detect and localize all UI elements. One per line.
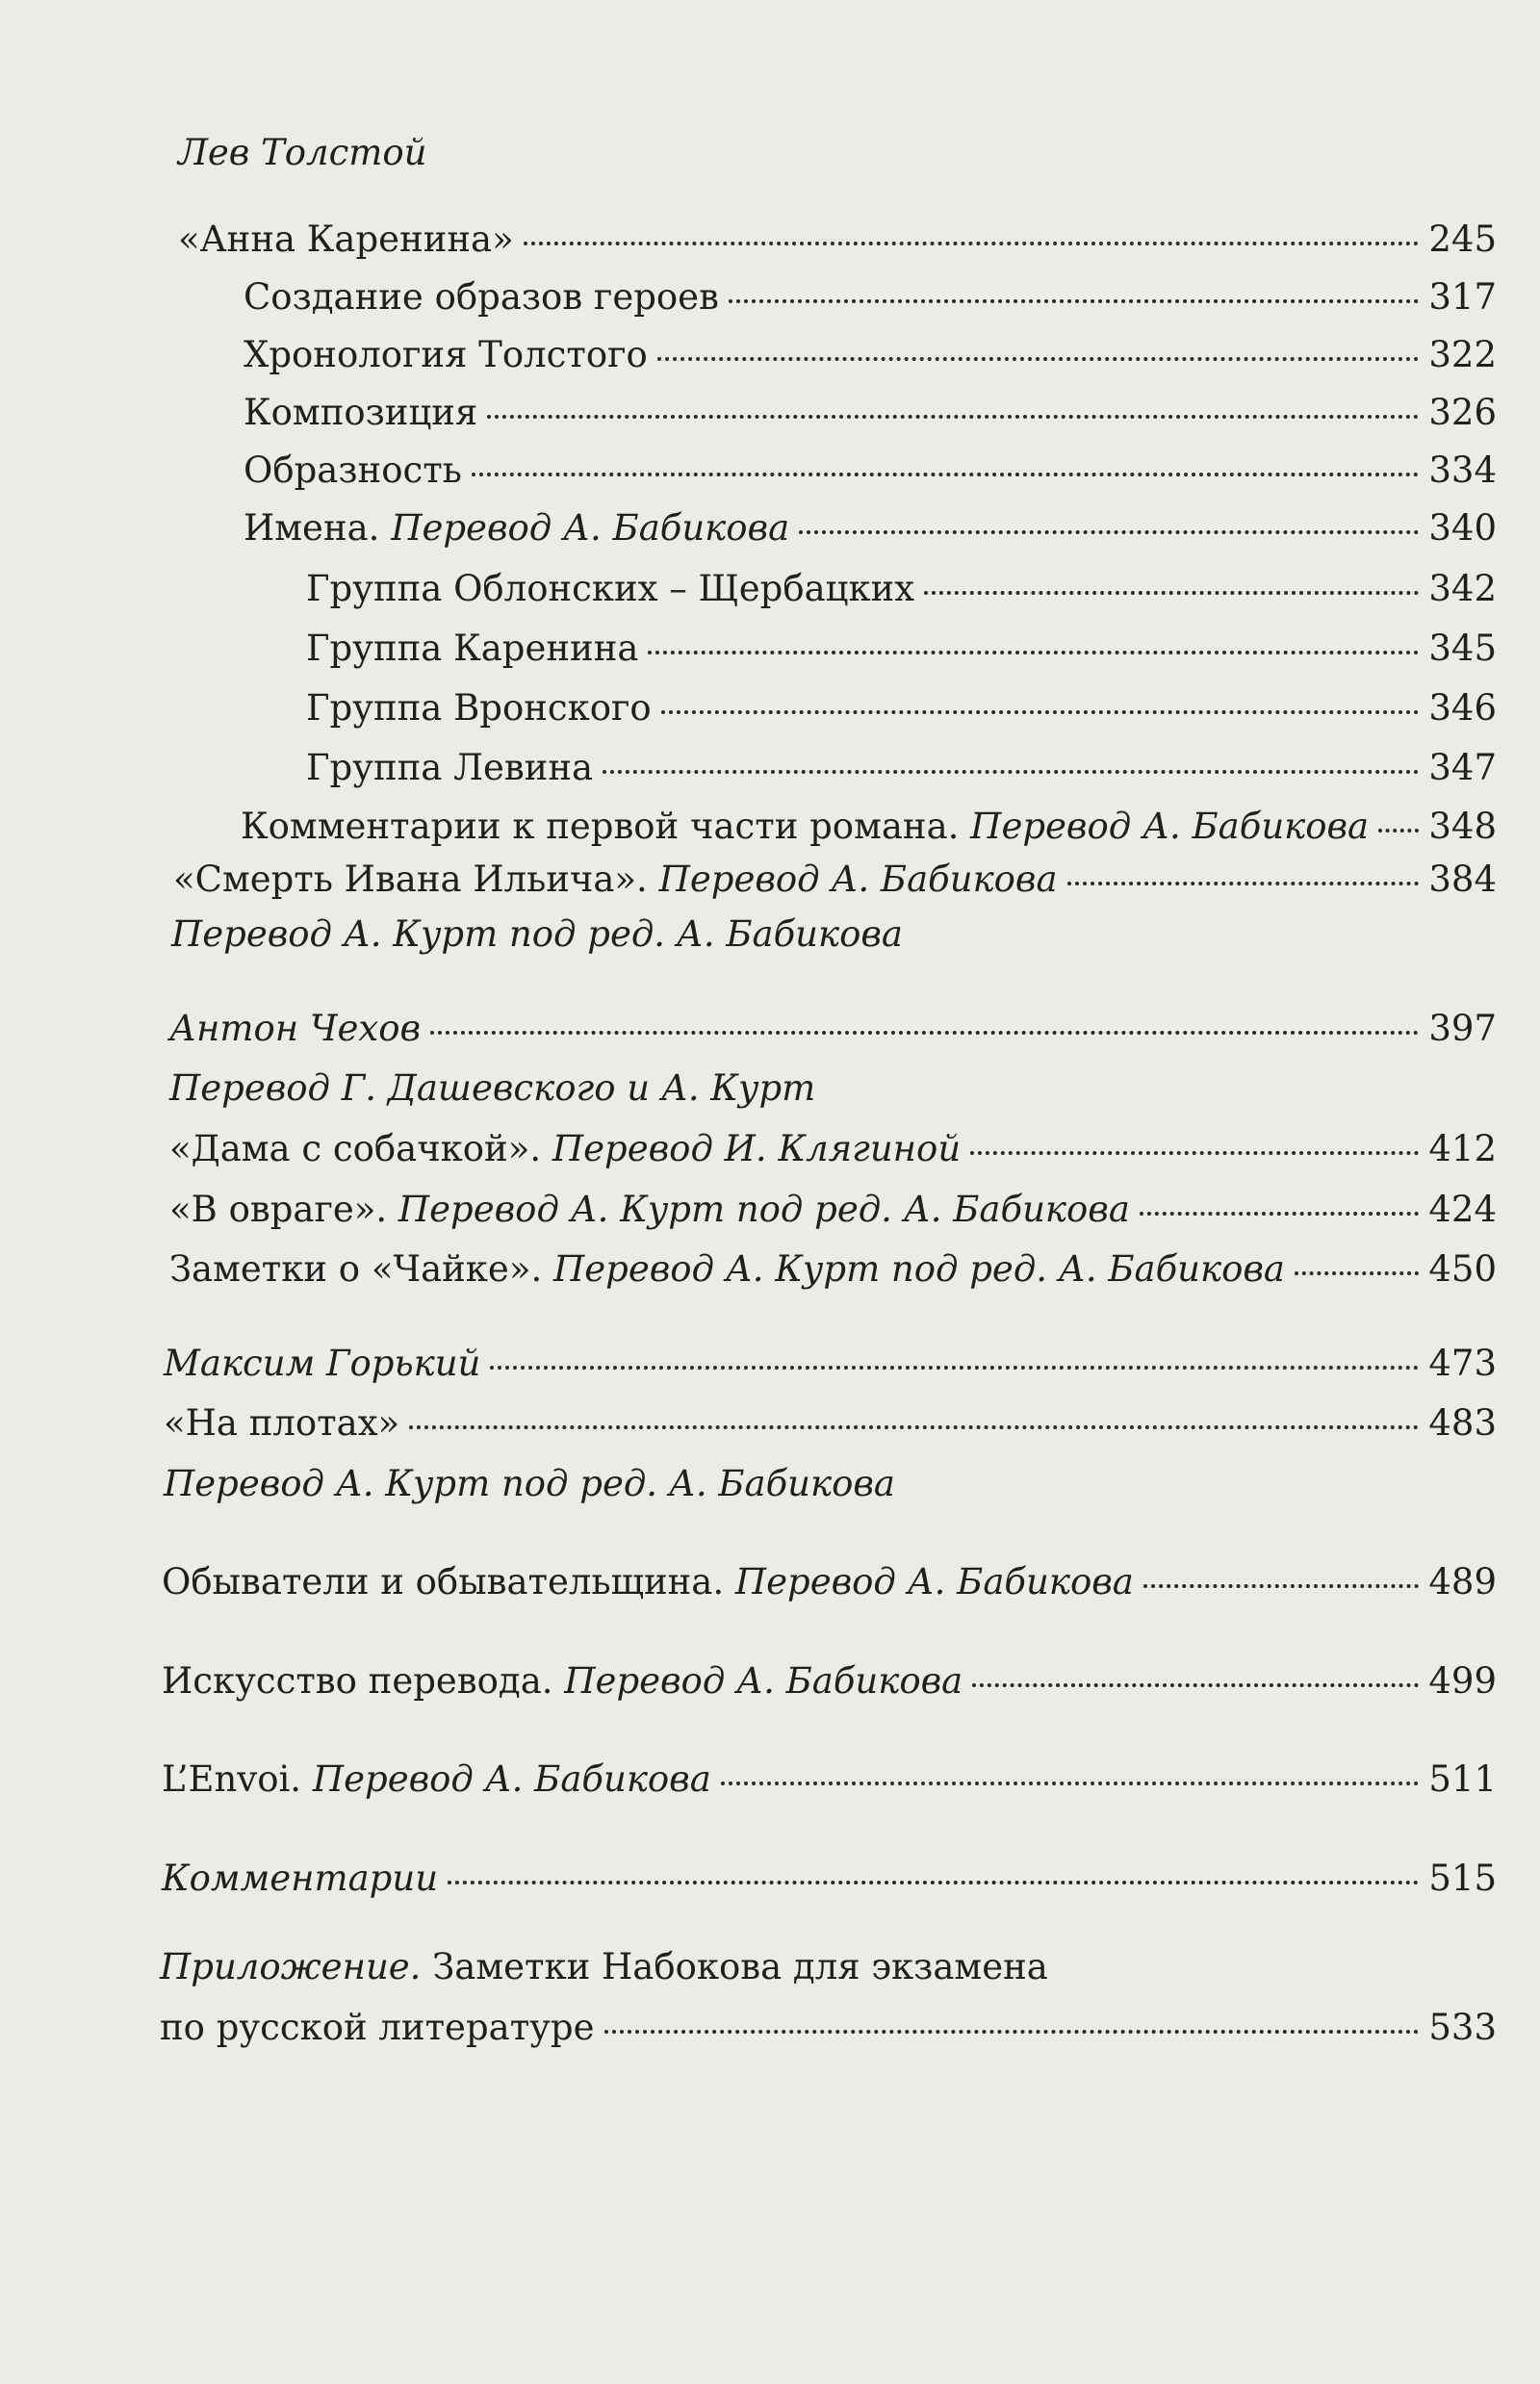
toc-entry-seagull[interactable] [169, 1248, 1497, 1290]
toc-entry-art[interactable] [162, 1660, 1497, 1702]
translator-credit: Перевод А. Курт под ред. А. Бабикова [552, 1248, 1285, 1290]
toc-entry-characters[interactable] [244, 276, 1497, 318]
entry-title [162, 1660, 963, 1702]
dot-leader [648, 651, 1419, 654]
toc-entry-imagery[interactable] [244, 449, 1497, 491]
translator-credit: Перевод А. Курт под ред. А. Бабикова [398, 1189, 1130, 1230]
toc-entry-lady[interactable] [169, 1128, 1497, 1169]
dot-leader [729, 299, 1419, 303]
entry-title: Группа Облонских – Щербацких [306, 568, 915, 609]
entry-title: «На плотах» [164, 1402, 400, 1444]
page-number: 334 [1428, 449, 1497, 491]
page-number: 345 [1428, 628, 1497, 669]
dot-leader [657, 357, 1420, 361]
toc-entry-gorky[interactable] [164, 1343, 1497, 1384]
page-number: 424 [1428, 1189, 1497, 1230]
page-number: 450 [1428, 1248, 1497, 1290]
entry-title-text: «В овраге». [169, 1189, 388, 1230]
dot-leader [490, 1366, 1419, 1370]
page-number: 326 [1428, 392, 1497, 433]
entry-title: Группа Каренина [306, 628, 639, 669]
toc-entry-chekhov[interactable] [169, 1008, 1497, 1049]
dot-leader [970, 1151, 1419, 1155]
translation-note: Перевод Г. Дашевского и А. Курт [169, 1067, 816, 1109]
entry-title-text: Заметки о «Чайке». [169, 1248, 543, 1290]
page-number: 348 [1428, 806, 1497, 847]
toc-entry-comments[interactable] [241, 806, 1497, 847]
dot-leader [603, 770, 1419, 774]
dot-leader [524, 242, 1420, 245]
author-tolstoy: Лев Толстой [178, 132, 427, 173]
dot-leader [472, 473, 1420, 476]
entry-title [169, 1248, 1285, 1290]
page-number: 384 [1428, 859, 1497, 900]
translator-credit: Перевод А. Бабикова [658, 859, 1058, 900]
toc-entry-chronology[interactable] [244, 334, 1497, 375]
toc-entry-oblonsky[interactable] [306, 568, 1497, 609]
page-number: 340 [1428, 507, 1497, 549]
entry-title [162, 1758, 711, 1800]
dot-leader [604, 2030, 1420, 2034]
author-chekhov: Антон Чехов [169, 1008, 422, 1049]
toc-entry-vronsky[interactable] [306, 687, 1497, 729]
dot-leader [721, 1782, 1420, 1785]
dot-leader [1295, 1271, 1419, 1275]
entry-title-text: Обыватели и обывательщина. [162, 1561, 725, 1602]
entry-title: «Анна Каренина» [178, 218, 514, 260]
entry-title-text: «Дама с собачкой». [169, 1128, 542, 1169]
toc-entry-levin[interactable] [306, 747, 1497, 788]
dot-leader [487, 415, 1419, 419]
page-number: 322 [1428, 334, 1497, 375]
page-number: 533 [1428, 2007, 1497, 2048]
dot-leader [924, 591, 1419, 595]
appendix-heading [160, 1946, 1048, 1987]
entry-title [244, 507, 790, 549]
entry-title-text: «Смерть Ивана Ильича». [173, 859, 648, 900]
dot-leader [1378, 829, 1419, 833]
entry-title-text: Комментарии к первой части романа. [241, 806, 960, 847]
entry-title: Хронология Толстого [244, 334, 648, 375]
toc-entry-rafts[interactable] [164, 1402, 1497, 1444]
translation-note: Перевод А. Курт под ред. А. Бабикова [171, 913, 903, 955]
page-number: 412 [1428, 1128, 1497, 1169]
translation-note: Перевод А. Курт под ред. А. Бабикова [164, 1463, 895, 1504]
appendix-title-line1: Заметки Набокова для экзамена [432, 1946, 1048, 1987]
page-number: 317 [1428, 276, 1497, 318]
page-number: 515 [1428, 1858, 1497, 1899]
toc-entry-ravine[interactable] [169, 1189, 1497, 1230]
toc-entry-philistines[interactable] [162, 1561, 1497, 1602]
entry-title: Группа Вронского [306, 687, 652, 729]
page-number: 473 [1428, 1343, 1497, 1384]
toc-entry-names[interactable] [244, 507, 1497, 549]
page-number: 499 [1428, 1660, 1497, 1702]
entry-title: Композиция [244, 392, 478, 433]
page-number: 397 [1428, 1008, 1497, 1049]
entry-title [241, 806, 1370, 847]
page-number: 511 [1428, 1758, 1497, 1800]
entry-title: Образность [244, 449, 462, 491]
toc-entry-envoi[interactable] [162, 1758, 1497, 1800]
entry-title [173, 859, 1058, 900]
page-number: 245 [1428, 218, 1497, 260]
entry-title-text: Искусство перевода. [162, 1660, 553, 1702]
translator-credit: Перевод А. Бабикова [391, 507, 790, 549]
dot-leader [1067, 882, 1420, 885]
entry-title [169, 1189, 1130, 1230]
dot-leader [430, 1031, 1419, 1035]
page-number: 489 [1428, 1561, 1497, 1602]
translator-credit: Перевод А. Бабикова [970, 806, 1370, 847]
page-number: 347 [1428, 747, 1497, 788]
entry-title: Комментарии [162, 1858, 439, 1899]
translator-credit: Перевод А. Бабикова [312, 1758, 711, 1800]
author-gorky: Максим Горький [164, 1343, 481, 1384]
toc-entry-anna[interactable] [178, 218, 1497, 260]
entry-title: Группа Левина [306, 747, 594, 788]
dot-leader [661, 710, 1420, 714]
entry-title-text: Имена. [244, 507, 380, 549]
translator-credit: Перевод А. Бабикова [734, 1561, 1134, 1602]
entry-title [169, 1128, 962, 1169]
dot-leader [409, 1425, 1419, 1429]
page-number: 483 [1428, 1402, 1497, 1444]
toc-entry-karenin[interactable] [306, 628, 1497, 669]
toc-entry-appendix[interactable] [160, 2007, 1497, 2048]
appendix-title-line2: по русской литературе [160, 2007, 595, 2048]
entry-title [162, 1561, 1134, 1602]
dot-leader [1143, 1584, 1420, 1588]
dot-leader [1140, 1212, 1420, 1216]
dot-leader [448, 1881, 1419, 1884]
dot-leader [972, 1683, 1419, 1687]
entry-title: Создание образов героев [244, 276, 719, 318]
dot-leader [799, 530, 1419, 534]
toc-entry-composition[interactable] [244, 392, 1497, 433]
toc-entry-commentary[interactable] [162, 1858, 1497, 1899]
appendix-label: Приложение. [160, 1946, 422, 1987]
translator-credit: Перевод А. Бабикова [564, 1660, 963, 1702]
translator-credit: Перевод И. Клягиной [552, 1128, 962, 1169]
toc-entry-ilyich[interactable] [173, 859, 1497, 900]
page-number: 346 [1428, 687, 1497, 729]
page-number: 342 [1428, 568, 1497, 609]
entry-title-text: L’Envoi. [162, 1758, 302, 1800]
